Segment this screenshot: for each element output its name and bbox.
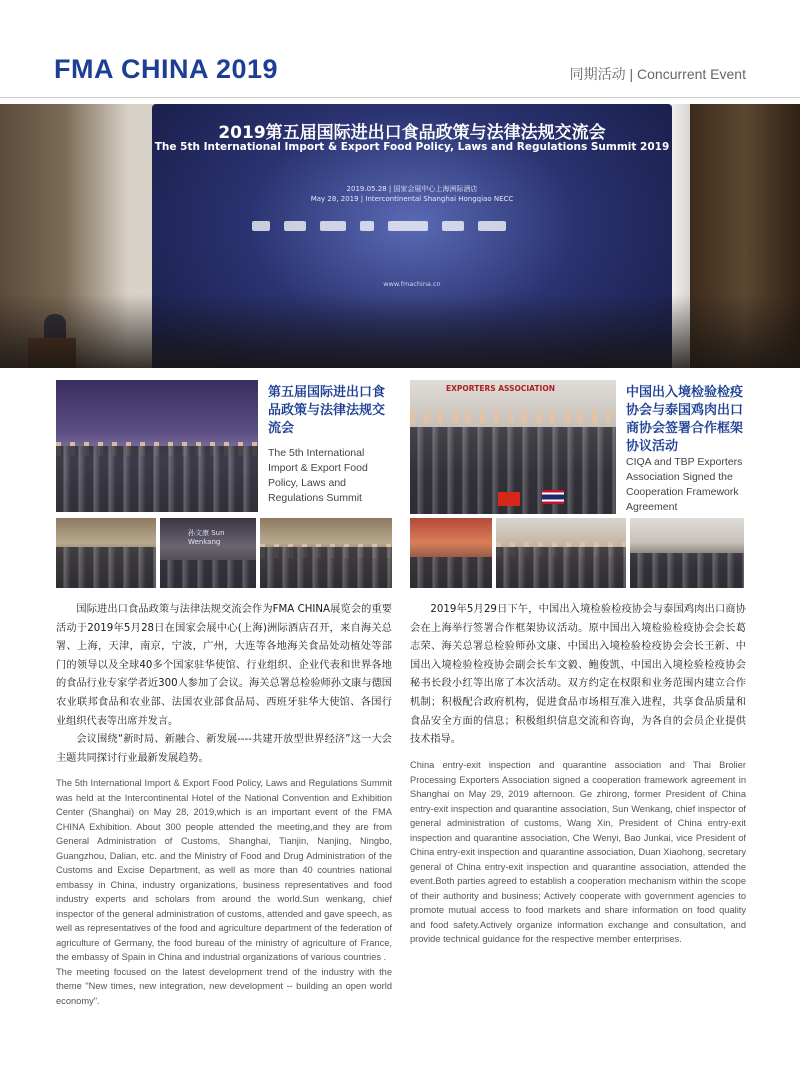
- photo-people: [160, 560, 256, 588]
- expo-visit-photo: [496, 518, 626, 588]
- right-caption-cn: 中国出入境检验检疫协会与泰国鸡肉出口商协会签署合作框架协议活动: [626, 385, 744, 454]
- sponsor-logo: [320, 221, 346, 231]
- summit-group-photo: [56, 380, 258, 512]
- banner-text: EXPORTERS ASSOCIATION: [446, 384, 555, 393]
- thai-flag: [542, 490, 564, 504]
- page-title: FMA CHINA 2019: [54, 54, 279, 84]
- right-body-en: [410, 758, 746, 947]
- signing-group-photo: [410, 380, 616, 514]
- sponsor-logo: [360, 221, 374, 231]
- hero-photo: [0, 104, 800, 368]
- screen-url: www.fmachina.cn: [383, 280, 441, 288]
- summit-speaker-photo: [56, 518, 156, 588]
- header-divider: [0, 97, 800, 98]
- china-flag: [498, 492, 520, 506]
- left-en-paragraph-1: The 5th International Import & Export Food Policy, Laws and Regulations Summit was held at the Intercontinental Hotel of the National Convention and Exhibition Center (Shanghai) on May 28, 2019,which is an important event of the FMA CHINA Exhibition. About 300 people attended the meeting,and they are from General Administration of Customs, Shanghai, Tianjin, Nanjing, Ningbo, Guangzhou, Dalian, etc. and the Ministry of Food and Drug Administration of the Customs and Excise Department, as well as more than 40 countries national embassy in China, industry organizations, business representatives and food industry experts and scholars from around the world.Sun wenkang, chief inspector of the general administration of customs, attended and gave speech, as well as representatives of the food and agriculture department of the federation of agriculture of Germany, the food bureau of the ministry of agriculture of France, the embassy of Spain in China and industrial organizations of various countries .: [56, 778, 392, 962]
- right-body-cn: [410, 601, 746, 750]
- left-en-paragraph-2: The meeting focused on the latest development trend of the industry with the theme "New times, new integration, new development -- building an open world economy".: [56, 966, 392, 1006]
- sponsor-logo: [388, 221, 428, 231]
- left-cn-paragraph-1: 国际进出口食品政策与法律法规交流会作为FMA CHINA展览会的重要活动于2019年5月28日在国家会展中心(上海)洲际酒店召开，来自海关总署、上海，天津，南京，宁波，广州，大连等各地海关食品处动植处等部门的领导以及全球40多个国家驻华使馆、行业组织、企业代表和世界各地的食品行业专家学者近300人参加了会议。海关总署总检验师孙文康与德国农业联邦食品和农业部、法国农业部食品局、西班牙驻华大使馆、各国行业组织代表等出席并发言。: [56, 604, 392, 727]
- summit-audience-photo: [260, 518, 392, 588]
- signing-table-photo: [630, 518, 744, 588]
- sponsor-logo: [284, 221, 306, 231]
- left-cn-paragraph-2: 会议围绕“新时局、新融合、新发展----共建开放型世界经济”这一大会主题共同探讨行业最新发展趋势。: [56, 734, 392, 764]
- left-body-cn: [56, 601, 392, 768]
- left-body-en: [56, 776, 392, 1008]
- photo-people: [630, 553, 744, 588]
- left-caption-en: The 5th International Import & Export Food Policy, Laws and Regulations Summit: [268, 447, 368, 504]
- screen-date-cn: 2019.05.28 | 国家会展中心上海洲际酒店: [346, 185, 478, 193]
- screen-title-en: The 5th International Import & Export Food Policy, Laws and Regulations Summit 2019: [154, 141, 670, 153]
- photo-people: [56, 547, 156, 588]
- screen-date-en: May 28, 2019 | Intercontinental Shanghai Hongqiao NECC: [310, 195, 514, 203]
- sponsor-logo: [252, 221, 270, 231]
- left-caption-cn: 第五届国际进出口食品政策与法律法规交流会: [268, 385, 386, 436]
- photo-people: [410, 557, 492, 589]
- audience-shadow: [0, 294, 800, 368]
- photo-people: [496, 547, 626, 588]
- expo-booth-photo: [410, 518, 492, 588]
- group-people: [56, 446, 258, 512]
- sponsor-logos: [252, 214, 582, 238]
- sponsor-logo: [442, 221, 464, 231]
- right-cn-paragraph-1: 2019年5月29日下午，中国出入境检验检疫协会与泰国鸡肉出口商协会在上海举行签署合作框架协议活动。原中国出入境检验检疫协会会长葛志荣、海关总署总检验师孙文康、中国出入境检验检疫协会会长王新、中国出入境检验检疫协会副会长车文毅、鲍俊凯、中国出入境检验检疫协会秘书长段小红等出席了本次活动。双方约定在权限和业务范围内建立合作机制；积极配合政府机构，促进食品市场相互准入进程，共享食品质量和食品安全方面的信息；积极组织信息交流和咨询，为各自的会员企业提供技术指导。: [410, 604, 746, 746]
- screen-title-cn: 2019第五届国际进出口食品政策与法律法规交流会: [218, 123, 606, 143]
- keynote-screen-text: 孙文康 Sun Wenkang: [188, 529, 225, 546]
- right-en-paragraph-1: China entry-exit inspection and quarantine association and Thai Brolier Processing Exporters Association signed a cooperation framework agreement in Shanghai on May 29, 2019 afternoon. Ge zhirong, former President of China entry-exit inspection and quarantine association, Sun Wenkang, chief inspector of general administration of customs, Wang Xin, President of China entry-exit inspection and quarantine association, Che Wenyi, Bao Junkai, vice President of China entry-exit inspection and quarantine association, Duan Xiaohong, secretary general of China entry-exit inspection and quarantine association, attended the event.Both parties agreed to establish a cooperation mechanism within the scope of their authority and business; Actively cooperate with government agencies to promote mutual access to food markets and share information on food quality and food safety.Actively organize information exchange and consultation, and provide technical guidance for the respective member enterprises.: [410, 760, 746, 944]
- screen-date: [152, 184, 672, 204]
- right-caption-en: CIQA and TBP Exporters Association Signed the Cooperation Framework Agreement: [626, 456, 743, 513]
- group-heads: [410, 410, 616, 424]
- summit-keynote-photo: [160, 518, 256, 588]
- photo-people: [260, 547, 392, 588]
- sponsor-logo: [478, 221, 506, 231]
- section-label: 同期活动 | Concurrent Event: [569, 66, 746, 82]
